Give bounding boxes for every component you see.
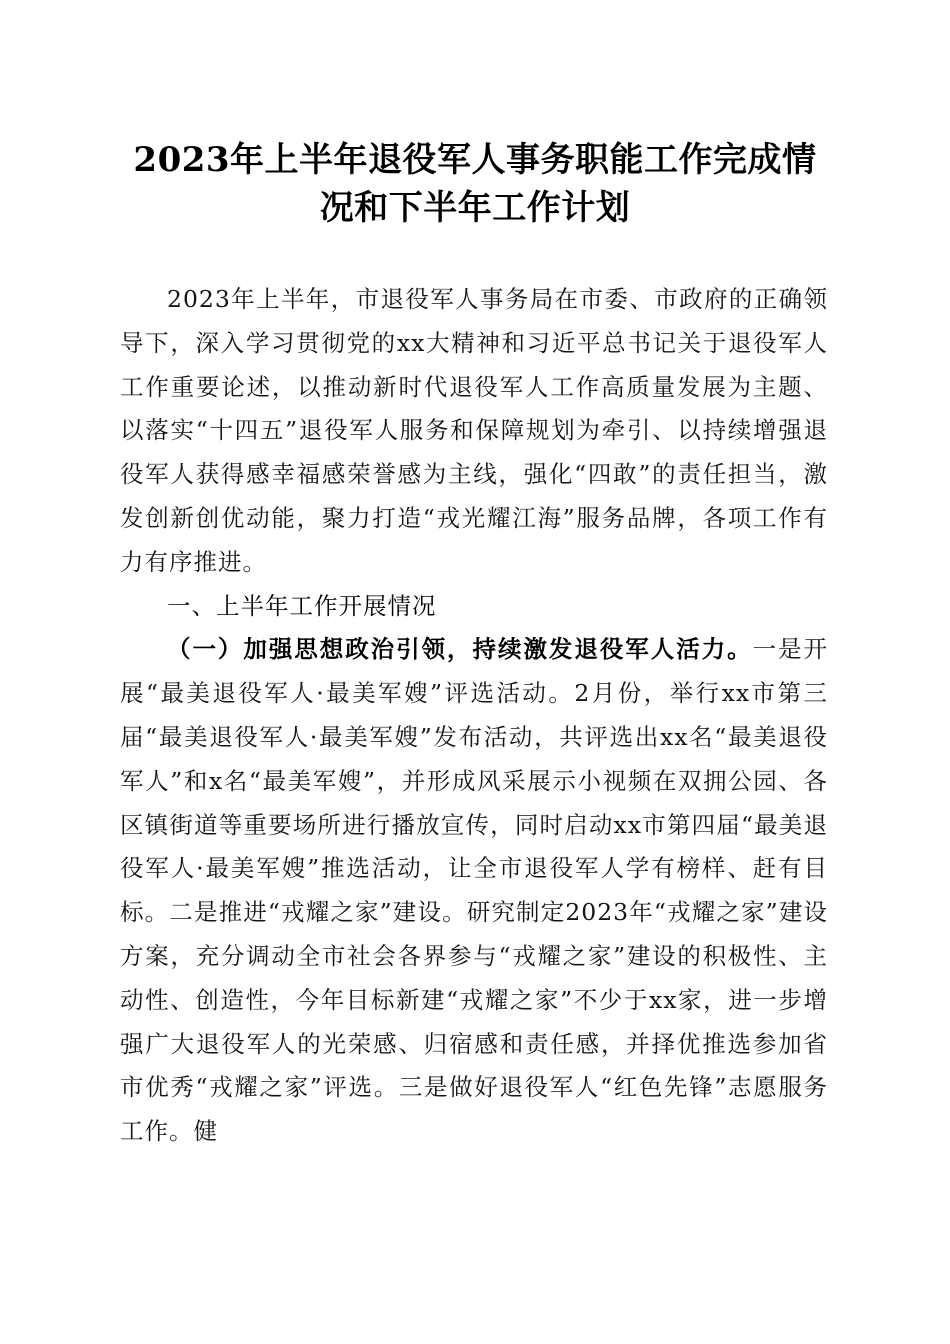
- subsection-paragraph: [120, 628, 828, 1154]
- subsection-text: 一是开展“最美退役军人·最美军嫂”评选活动。2月份，举行xx市第三届“最美退役军人·最美军嫂”发布活动，共评选出xx名“最美退役军人”和x名“最美军嫂”，并形成风采展示小视频在双拥公园、各区镇街道等重要场所进行播放宣传，同时启动xx市第四届“最美退役军人·最美军嫂”推选活动，让全市退役军人学有榜样、赶有目标。二是推进“戎耀之家”建设。研究制定2023年“戎耀之家”建设方案，充分调动全市社会各界参与“戎耀之家”建设的积极性、主动性、创造性，今年目标新建“戎耀之家”不少于xx家，进一步增强广大退役军人的光荣感、归宿感和责任感，并择优推选参加省市优秀“戎耀之家”评选。三是做好退役军人“红色先锋”志愿服务工作。健: [120, 635, 829, 1146]
- document-title: 2023年上半年退役军人事务职能工作完成情况和下半年工作计划: [133, 140, 817, 228]
- subsection-heading: （一）加强思想政治引领，持续激发退役军人活力。: [167, 635, 753, 664]
- section-heading: 一、上半年工作开展情况: [167, 591, 437, 620]
- document-body: [120, 278, 828, 1154]
- intro-paragraph: 2023年上半年，市退役军人事务局在市委、市政府的正确领导下，深入学习贯彻党的xx大精神和习近平总书记关于退役军人工作重要论述，以推动新时代退役军人工作高质量发展为主题、以落实“十四五”退役军人服务和保障规划为牵引、以持续增强退役军人获得感幸福感荣誉感为主线，强化“四敢”的责任担当，激发创新创优动能，聚力打造“戎光耀江海”服务品牌，各项工作有力有序推进。: [120, 285, 828, 576]
